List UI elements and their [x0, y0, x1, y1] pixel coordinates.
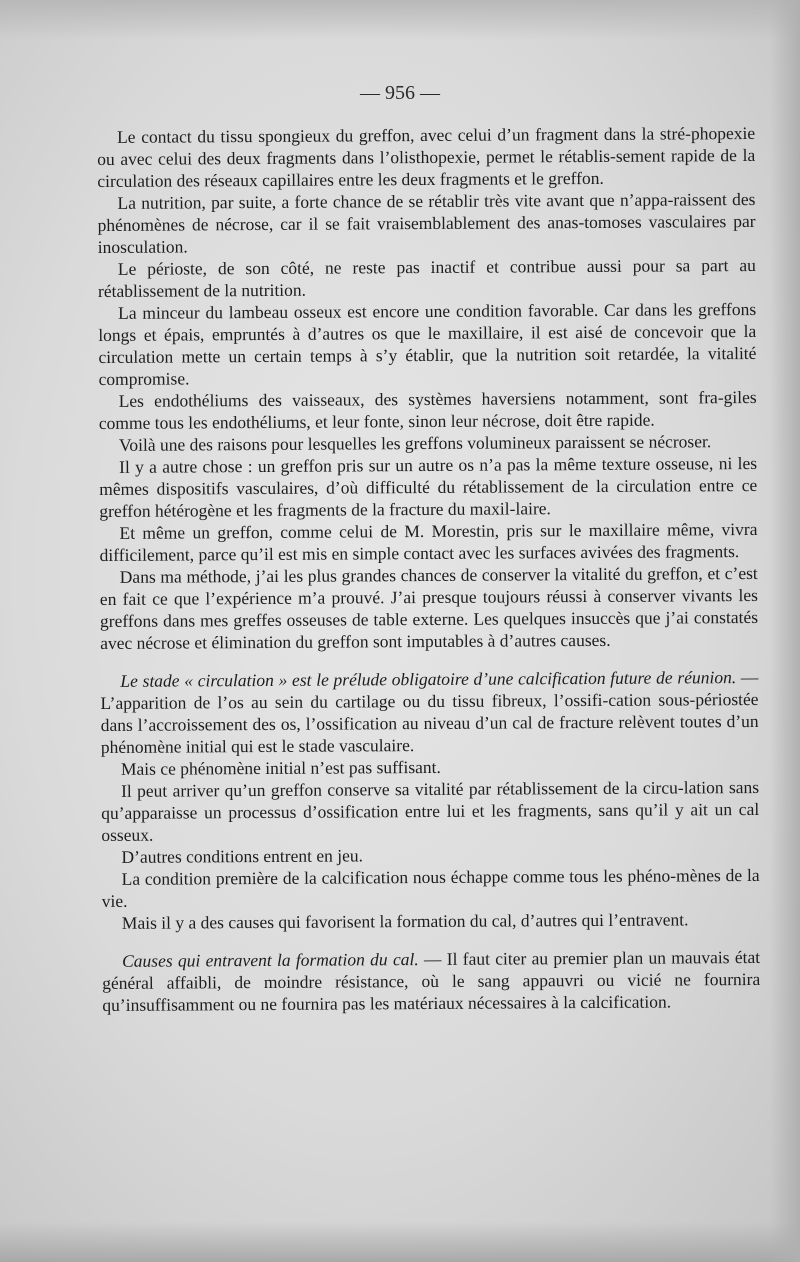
page-number: — 956 — — [360, 82, 440, 104]
section-causes — [102, 946, 760, 1016]
paragraph: Mais il y a des causes qui favorisent la formation du cal, d’autres qui l’entravent. — [121, 909, 689, 933]
paragraph: Le périoste, de son côté, ne reste pas inactif et contribue aussi pour sa part au rétablissement de la nutrition. — [97, 254, 756, 301]
paragraph: Mais ce phénomène initial n’est pas suffisant. — [120, 756, 441, 779]
scan-shadow-bottom — [0, 1222, 800, 1262]
section-lead: Causes qui entravent la formation du cal. — [122, 949, 419, 971]
paragraph: Les endothéliums des vaisseaux, des systèmes haversiens notamment, sont fra-giles comme tous les endothéliums, et leur fonte, sinon leur nécrose, doit être rapide. — [98, 386, 757, 433]
section-lead: Le stade « circulation » est le prélude obligatoire d’une calcification future de réunion. — [120, 667, 737, 691]
paragraph: La minceur du lambeau osseux est encore une condition favorable. Car dans les greffons longs et épais, empruntés à d’autres os que le maxillaire, il est aisé de concevoir que la circulation mette un certain temps à s’y établir, que la nutrition soit retardée, la vitalité compromise. — [98, 298, 757, 389]
paragraph: Voilà une des raisons pour lesquelles les greffons volumineux paraissent se nécroser. — [118, 431, 712, 455]
body-text — [97, 122, 760, 1016]
paragraph: D’autres conditions entrent en jeu. — [121, 845, 364, 867]
scan-shadow-top — [0, 0, 800, 40]
section-text: — Il faut citer au premier plan un mauvais état général affaibli, de moindre résistance, où le sang appauvri ou vicié ne fournira qu’insuffisamment ou ne fournira pas les matériaux nécessaires à la calcification. — [102, 946, 761, 1015]
paragraph: La nutrition, par suite, a forte chance de se rétablir très vite avant que n’appa-raissent des phénomènes de nécrose, car il se fait vraisemblablement des anas-tomoses vasculaires par inosculation. — [97, 188, 756, 257]
section-text: — L’apparition de l’os au sein du cartilage ou du tissu fibreux, l’ossifi-cation sous-périostée dans l’accroissement des os, l’ossification au niveau d’un cal de fracture relèvent toutes d’un phénomène initial qui est le stade vasculaire. — [100, 666, 759, 757]
paragraph: Il peut arriver qu’un greffon conserve sa vitalité par rétablissement de la circu-lation sans qu’apparaisse un processus d’ossification entre lui et les fragments, sans qu’il y ait un cal osseux. — [101, 776, 760, 845]
paragraph: La condition première de la calcification nous échappe comme tous les phéno-mènes de la vie. — [101, 864, 760, 911]
paragraph: Le contact du tissu spongieux du greffon, avec celui d’un fragment dans la stré-phopexie ou avec celui des deux fragments dans l’olisthopexie, permet le rétablis-sement rapide de la circulation des réseaux capillaires entre les deux fragments et le greffon. — [97, 122, 756, 191]
paragraph: Et même un greffon, comme celui de M. Morestin, pris sur le maxillaire même, vivra difficilement, parce qu’il est mis en simple contact avec les surfaces avivées des fragments. — [99, 518, 758, 565]
scan-shadow-right — [770, 0, 800, 1262]
paragraph: Dans ma méthode, j’ai les plus grandes chances de conserver la vitalité du greffon, et c’est en fait ce que l’expérience m’a prouvé. J’ai presque toujours réussi à conserver vivants les greffons dans mes greffes osseuses de table externe. Les quelques insuccès que j’ai constatés avec nécrose et élimination du greffon sont imputables à d’autres causes. — [99, 562, 759, 653]
paragraph: Il y a autre chose : un greffon pris sur un autre os n’a pas la même texture osseuse, ni les mêmes dispositifs vasculaires, d’où difficulté du rétablissement de la circulation entre ce greffon hétérogène et les fragments de la fracture du maxil-laire. — [99, 452, 758, 521]
section-circulation — [100, 666, 759, 758]
